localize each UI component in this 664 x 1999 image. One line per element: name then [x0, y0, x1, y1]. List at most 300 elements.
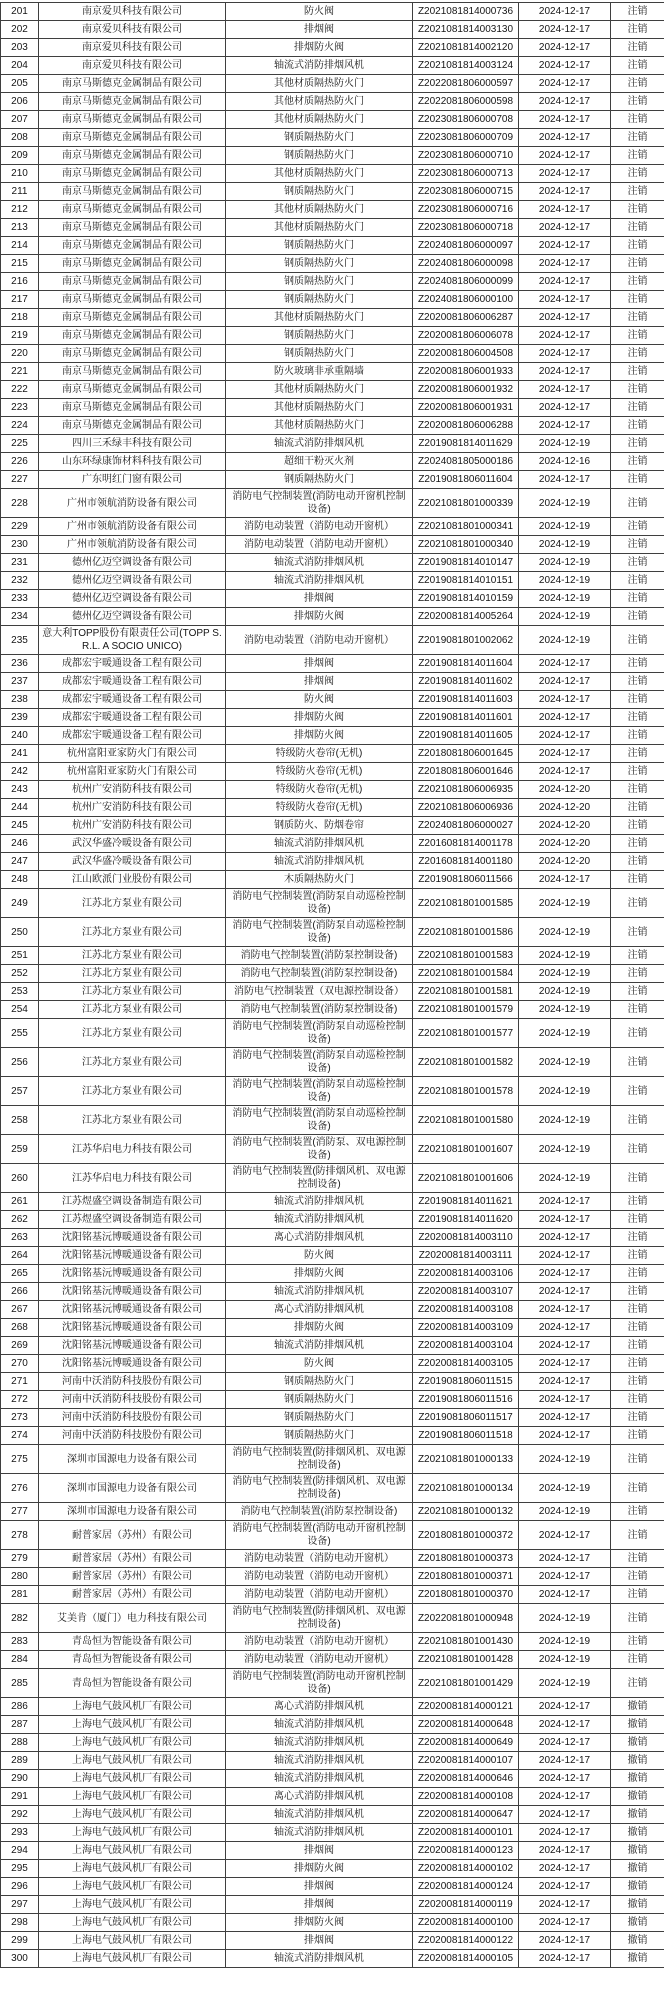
row-index-cell: 297 [1, 1896, 39, 1914]
company-name-cell: 江苏北方泵业有限公司 [39, 965, 226, 983]
status-cell: 注销 [611, 1604, 664, 1633]
certificate-number-cell: Z2021081801001577 [413, 1019, 519, 1048]
product-name-cell: 钢质隔热防火门 [226, 1409, 413, 1427]
status-cell: 注销 [611, 1337, 664, 1355]
date-cell: 2024-12-17 [519, 1211, 611, 1229]
row-index-cell: 206 [1, 93, 39, 111]
certificate-number-cell: Z2020081814003104 [413, 1337, 519, 1355]
certificate-number-cell: Z2021081801000133 [413, 1445, 519, 1474]
table-row [1, 1914, 664, 1932]
table-row [1, 1391, 664, 1409]
product-name-cell: 轴流式消防排烟风机 [226, 1752, 413, 1770]
certificate-number-cell: Z2020081814000119 [413, 1896, 519, 1914]
certificate-number-cell: Z2020081814000100 [413, 1914, 519, 1932]
date-cell: 2024-12-16 [519, 453, 611, 471]
row-index-cell: 269 [1, 1337, 39, 1355]
product-name-cell: 钢质隔热防火门 [226, 129, 413, 147]
row-index-cell: 295 [1, 1860, 39, 1878]
row-index-cell: 204 [1, 57, 39, 75]
product-name-cell: 排烟阀 [226, 21, 413, 39]
status-cell: 注销 [611, 709, 664, 727]
row-index-cell: 223 [1, 399, 39, 417]
product-name-cell: 轴流式消防排烟风机 [226, 435, 413, 453]
status-cell: 注销 [611, 219, 664, 237]
certificate-number-cell: Z2019081806011604 [413, 471, 519, 489]
company-name-cell: 广东明红门窗有限公司 [39, 471, 226, 489]
certificate-number-cell: Z2020081806001933 [413, 363, 519, 381]
row-index-cell: 237 [1, 673, 39, 691]
row-index-cell: 214 [1, 237, 39, 255]
product-name-cell: 防火阀 [226, 691, 413, 709]
company-name-cell: 江苏煜盛空调设备制造有限公司 [39, 1211, 226, 1229]
company-name-cell: 南京马斯德克金属制品有限公司 [39, 129, 226, 147]
company-name-cell: 四川三禾绿丰科技有限公司 [39, 435, 226, 453]
company-name-cell: 上海电气鼓风机厂有限公司 [39, 1896, 226, 1914]
certificate-number-cell: Z2024081806000027 [413, 817, 519, 835]
row-index-cell: 208 [1, 129, 39, 147]
table-row [1, 1521, 664, 1550]
date-cell: 2024-12-19 [519, 1001, 611, 1019]
row-index-cell: 221 [1, 363, 39, 381]
product-name-cell: 消防电气控制装置(消防泵控制设备) [226, 965, 413, 983]
date-cell: 2024-12-17 [519, 219, 611, 237]
date-cell: 2024-12-17 [519, 183, 611, 201]
date-cell: 2024-12-17 [519, 1860, 611, 1878]
company-name-cell: 南京马斯德克金属制品有限公司 [39, 417, 226, 435]
row-index-cell: 255 [1, 1019, 39, 1048]
company-name-cell: 南京马斯德克金属制品有限公司 [39, 291, 226, 309]
certificate-number-cell: Z2018081801000372 [413, 1521, 519, 1550]
status-cell: 注销 [611, 327, 664, 345]
status-cell: 注销 [611, 1521, 664, 1550]
row-index-cell: 294 [1, 1842, 39, 1860]
status-cell: 注销 [611, 21, 664, 39]
company-name-cell: 南京马斯德克金属制品有限公司 [39, 93, 226, 111]
row-index-cell: 285 [1, 1669, 39, 1698]
row-index-cell: 219 [1, 327, 39, 345]
status-cell: 注销 [611, 129, 664, 147]
date-cell: 2024-12-17 [519, 237, 611, 255]
status-cell: 注销 [611, 1427, 664, 1445]
table-row [1, 1106, 664, 1135]
date-cell: 2024-12-19 [519, 983, 611, 1001]
row-index-cell: 215 [1, 255, 39, 273]
table-row [1, 554, 664, 572]
certificate-number-cell: Z2024081806000100 [413, 291, 519, 309]
table-row [1, 1896, 664, 1914]
date-cell: 2024-12-17 [519, 1409, 611, 1427]
product-name-cell: 其他材质隔热防火门 [226, 381, 413, 399]
certificate-number-cell: Z2021081814000736 [413, 3, 519, 21]
row-index-cell: 291 [1, 1788, 39, 1806]
date-cell: 2024-12-17 [519, 673, 611, 691]
row-index-cell: 259 [1, 1135, 39, 1164]
certificate-number-cell: Z2020081806001931 [413, 399, 519, 417]
date-cell: 2024-12-17 [519, 1427, 611, 1445]
date-cell: 2024-12-19 [519, 554, 611, 572]
product-name-cell: 防火阀 [226, 1355, 413, 1373]
status-cell: 注销 [611, 1001, 664, 1019]
status-cell: 注销 [611, 1211, 664, 1229]
product-name-cell: 排烟防火阀 [226, 1860, 413, 1878]
date-cell: 2024-12-17 [519, 327, 611, 345]
company-name-cell: 沈阳铭基沅博暖通设备有限公司 [39, 1283, 226, 1301]
status-cell: 注销 [611, 309, 664, 327]
certificate-number-cell: Z2018081806001646 [413, 763, 519, 781]
certificate-number-cell: Z2021081801000339 [413, 489, 519, 518]
certificate-number-cell: Z2019081814010159 [413, 590, 519, 608]
product-name-cell: 消防电气控制装置(消防泵自动巡检控制设备) [226, 918, 413, 947]
status-cell: 注销 [611, 1077, 664, 1106]
product-name-cell: 超细干粉灭火剂 [226, 453, 413, 471]
table-row [1, 75, 664, 93]
certificate-number-cell: Z2020081814003109 [413, 1319, 519, 1337]
row-index-cell: 247 [1, 853, 39, 871]
date-cell: 2024-12-20 [519, 799, 611, 817]
company-name-cell: 成都宏宇暖通设备工程有限公司 [39, 691, 226, 709]
row-index-cell: 245 [1, 817, 39, 835]
company-name-cell: 河南中沃消防科技股份有限公司 [39, 1409, 226, 1427]
certificate-number-cell: Z2021081801001428 [413, 1651, 519, 1669]
table-row [1, 817, 664, 835]
product-name-cell: 排烟防火阀 [226, 39, 413, 57]
certificate-number-cell: Z2020081814003110 [413, 1229, 519, 1247]
product-name-cell: 钢质隔热防火门 [226, 1427, 413, 1445]
company-name-cell: 沈阳铭基沅博暖通设备有限公司 [39, 1355, 226, 1373]
product-name-cell: 排烟阀 [226, 1842, 413, 1860]
certificate-number-cell: Z2020081806006078 [413, 327, 519, 345]
table-row [1, 1824, 664, 1842]
date-cell: 2024-12-19 [519, 489, 611, 518]
row-index-cell: 268 [1, 1319, 39, 1337]
row-index-cell: 205 [1, 75, 39, 93]
company-name-cell: 南京马斯德克金属制品有限公司 [39, 183, 226, 201]
company-name-cell: 江苏北方泵业有限公司 [39, 1077, 226, 1106]
row-index-cell: 257 [1, 1077, 39, 1106]
date-cell: 2024-12-20 [519, 853, 611, 871]
row-index-cell: 286 [1, 1698, 39, 1716]
row-index-cell: 216 [1, 273, 39, 291]
date-cell: 2024-12-17 [519, 1229, 611, 1247]
product-name-cell: 排烟阀 [226, 1896, 413, 1914]
table-row [1, 1698, 664, 1716]
status-cell: 注销 [611, 1409, 664, 1427]
row-index-cell: 299 [1, 1932, 39, 1950]
table-row [1, 1265, 664, 1283]
status-cell: 注销 [611, 147, 664, 165]
row-index-cell: 288 [1, 1734, 39, 1752]
product-name-cell: 消防电气控制装置（双电源控制设备） [226, 983, 413, 1001]
certificate-number-cell: Z2021081801001584 [413, 965, 519, 983]
table-row [1, 947, 664, 965]
table-row [1, 255, 664, 273]
status-cell: 注销 [611, 965, 664, 983]
certificate-number-cell: Z2023081806000710 [413, 147, 519, 165]
company-name-cell: 南京马斯德克金属制品有限公司 [39, 345, 226, 363]
table-row [1, 129, 664, 147]
status-cell: 注销 [611, 1503, 664, 1521]
certificate-number-cell: Z2019081814010151 [413, 572, 519, 590]
product-name-cell: 离心式消防排烟风机 [226, 1788, 413, 1806]
company-name-cell: 沈阳铭基沅博暖通设备有限公司 [39, 1247, 226, 1265]
company-name-cell: 上海电气鼓风机厂有限公司 [39, 1950, 226, 1968]
product-name-cell: 消防电动装置（消防电动开窗机） [226, 1586, 413, 1604]
date-cell: 2024-12-17 [519, 1337, 611, 1355]
company-name-cell: 南京马斯德克金属制品有限公司 [39, 309, 226, 327]
status-cell: 注销 [611, 453, 664, 471]
date-cell: 2024-12-17 [519, 1391, 611, 1409]
table-row [1, 1077, 664, 1106]
status-cell: 注销 [611, 871, 664, 889]
status-cell: 注销 [611, 1633, 664, 1651]
table-row [1, 1950, 664, 1968]
certificate-number-cell: Z2019081814011629 [413, 435, 519, 453]
row-index-cell: 248 [1, 871, 39, 889]
certificate-number-cell: Z2020081814003111 [413, 1247, 519, 1265]
product-name-cell: 排烟防火阀 [226, 1914, 413, 1932]
company-name-cell: 上海电气鼓风机厂有限公司 [39, 1716, 226, 1734]
table-row [1, 673, 664, 691]
certificate-number-cell: Z2021081814003130 [413, 21, 519, 39]
product-name-cell: 轴流式消防排烟风机 [226, 1193, 413, 1211]
product-name-cell: 特级防火卷帘(无机) [226, 763, 413, 781]
company-name-cell: 德州亿迈空调设备有限公司 [39, 572, 226, 590]
product-name-cell: 轴流式消防排烟风机 [226, 1806, 413, 1824]
row-index-cell: 275 [1, 1445, 39, 1474]
product-name-cell: 轴流式消防排烟风机 [226, 835, 413, 853]
certificate-number-cell: Z2019081806011566 [413, 871, 519, 889]
certificate-number-cell: Z2021081801001583 [413, 947, 519, 965]
table-row [1, 1669, 664, 1698]
table-row [1, 1550, 664, 1568]
table-row [1, 1164, 664, 1193]
certificate-number-cell: Z2024081805000186 [413, 453, 519, 471]
table-row [1, 655, 664, 673]
date-cell: 2024-12-17 [519, 399, 611, 417]
status-cell: 注销 [611, 75, 664, 93]
table-row [1, 1842, 664, 1860]
row-index-cell: 270 [1, 1355, 39, 1373]
certificate-number-cell: Z2021081814002120 [413, 39, 519, 57]
product-name-cell: 钢质隔热防火门 [226, 1391, 413, 1409]
date-cell: 2024-12-20 [519, 817, 611, 835]
row-index-cell: 250 [1, 918, 39, 947]
product-name-cell: 钢质隔热防火门 [226, 183, 413, 201]
date-cell: 2024-12-17 [519, 1521, 611, 1550]
table-row [1, 871, 664, 889]
product-name-cell: 消防电动装置（消防电动开窗机） [226, 1568, 413, 1586]
product-name-cell: 消防电气控制装置(防排烟风机、双电源控制设备) [226, 1164, 413, 1193]
date-cell: 2024-12-17 [519, 709, 611, 727]
product-name-cell: 钢质隔热防火门 [226, 291, 413, 309]
table-row [1, 93, 664, 111]
date-cell: 2024-12-19 [519, 1135, 611, 1164]
certificate-number-cell: Z2019081814011620 [413, 1211, 519, 1229]
status-cell: 注销 [611, 399, 664, 417]
certificate-number-cell: Z2021081801000340 [413, 536, 519, 554]
date-cell: 2024-12-17 [519, 273, 611, 291]
company-name-cell: 青岛恒为智能设备有限公司 [39, 1633, 226, 1651]
row-index-cell: 265 [1, 1265, 39, 1283]
table-row [1, 781, 664, 799]
status-cell: 注销 [611, 381, 664, 399]
certificate-number-cell: Z2023081806000709 [413, 129, 519, 147]
company-name-cell: 上海电气鼓风机厂有限公司 [39, 1698, 226, 1716]
table-row [1, 1373, 664, 1391]
date-cell: 2024-12-17 [519, 111, 611, 129]
status-cell: 撤销 [611, 1824, 664, 1842]
company-name-cell: 上海电气鼓风机厂有限公司 [39, 1752, 226, 1770]
certificate-number-cell: Z2018081801000373 [413, 1550, 519, 1568]
product-name-cell: 木质隔热防火门 [226, 871, 413, 889]
certificate-number-cell: Z2020081814000102 [413, 1860, 519, 1878]
table-row [1, 1193, 664, 1211]
status-cell: 注销 [611, 57, 664, 75]
product-name-cell: 消防电动装置（消防电动开窗机） [226, 1550, 413, 1568]
product-name-cell: 消防电气控制装置(消防电动开窗机控制设备) [226, 1669, 413, 1698]
table-row [1, 111, 664, 129]
table-row [1, 273, 664, 291]
row-index-cell: 283 [1, 1633, 39, 1651]
status-cell: 注销 [611, 201, 664, 219]
date-cell: 2024-12-19 [519, 1651, 611, 1669]
certificate-number-cell: Z2020081814000121 [413, 1698, 519, 1716]
table-row [1, 291, 664, 309]
company-name-cell: 南京爱贝科技有限公司 [39, 39, 226, 57]
certificate-number-cell: Z2021081801000341 [413, 518, 519, 536]
date-cell: 2024-12-19 [519, 1106, 611, 1135]
row-index-cell: 207 [1, 111, 39, 129]
product-name-cell: 轴流式消防排烟风机 [226, 1211, 413, 1229]
product-name-cell: 排烟阀 [226, 590, 413, 608]
company-name-cell: 上海电气鼓风机厂有限公司 [39, 1860, 226, 1878]
company-name-cell: 耐普家居（苏州）有限公司 [39, 1550, 226, 1568]
certificate-number-cell: Z2021081801001579 [413, 1001, 519, 1019]
status-cell: 注销 [611, 1586, 664, 1604]
company-name-cell: 耐普家居（苏州）有限公司 [39, 1568, 226, 1586]
row-index-cell: 244 [1, 799, 39, 817]
company-name-cell: 耐普家居（苏州）有限公司 [39, 1586, 226, 1604]
date-cell: 2024-12-17 [519, 417, 611, 435]
company-name-cell: 上海电气鼓风机厂有限公司 [39, 1806, 226, 1824]
product-name-cell: 排烟阀 [226, 1878, 413, 1896]
company-name-cell: 上海电气鼓风机厂有限公司 [39, 1788, 226, 1806]
table-row [1, 1788, 664, 1806]
company-name-cell: 深圳市国源电力设备有限公司 [39, 1503, 226, 1521]
row-index-cell: 293 [1, 1824, 39, 1842]
date-cell: 2024-12-19 [519, 1604, 611, 1633]
product-name-cell: 消防电气控制装置(消防泵控制设备) [226, 1503, 413, 1521]
product-name-cell: 轴流式消防排烟风机 [226, 1734, 413, 1752]
row-index-cell: 276 [1, 1474, 39, 1503]
status-cell: 撤销 [611, 1788, 664, 1806]
date-cell: 2024-12-17 [519, 1932, 611, 1950]
product-name-cell: 排烟阀 [226, 655, 413, 673]
row-index-cell: 279 [1, 1550, 39, 1568]
status-cell: 注销 [611, 291, 664, 309]
row-index-cell: 263 [1, 1229, 39, 1247]
certificate-number-cell: Z2020081814003105 [413, 1355, 519, 1373]
table-row [1, 691, 664, 709]
company-name-cell: 武汉华盛冷暖设备有限公司 [39, 835, 226, 853]
status-cell: 注销 [611, 889, 664, 918]
certificate-number-cell: Z2020081814000648 [413, 1716, 519, 1734]
date-cell: 2024-12-19 [519, 947, 611, 965]
row-index-cell: 271 [1, 1373, 39, 1391]
product-name-cell: 钢质隔热防火门 [226, 327, 413, 345]
status-cell: 注销 [611, 489, 664, 518]
date-cell: 2024-12-17 [519, 763, 611, 781]
certificate-number-cell: Z2020081814000123 [413, 1842, 519, 1860]
date-cell: 2024-12-19 [519, 608, 611, 626]
product-name-cell: 钢质隔热防火门 [226, 147, 413, 165]
product-name-cell: 轴流式消防排烟风机 [226, 57, 413, 75]
status-cell: 注销 [611, 1164, 664, 1193]
table-row [1, 983, 664, 1001]
row-index-cell: 224 [1, 417, 39, 435]
product-name-cell: 消防电气控制装置(消防泵控制设备) [226, 947, 413, 965]
row-index-cell: 262 [1, 1211, 39, 1229]
table-row [1, 1716, 664, 1734]
company-name-cell: 青岛恒为智能设备有限公司 [39, 1651, 226, 1669]
status-cell: 注销 [611, 1550, 664, 1568]
certificate-number-cell: Z2019081806011516 [413, 1391, 519, 1409]
company-name-cell: 德州亿迈空调设备有限公司 [39, 590, 226, 608]
table-row [1, 799, 664, 817]
date-cell: 2024-12-17 [519, 165, 611, 183]
company-name-cell: 青岛恒为智能设备有限公司 [39, 1669, 226, 1698]
status-cell: 注销 [611, 273, 664, 291]
date-cell: 2024-12-19 [519, 1474, 611, 1503]
table-row [1, 399, 664, 417]
table-row [1, 1503, 664, 1521]
certificate-number-cell: Z2020081814000108 [413, 1788, 519, 1806]
status-cell: 注销 [611, 1474, 664, 1503]
row-index-cell: 281 [1, 1586, 39, 1604]
row-index-cell: 278 [1, 1521, 39, 1550]
date-cell: 2024-12-17 [519, 1806, 611, 1824]
company-name-cell: 上海电气鼓风机厂有限公司 [39, 1914, 226, 1932]
date-cell: 2024-12-17 [519, 1734, 611, 1752]
status-cell: 注销 [611, 608, 664, 626]
product-name-cell: 消防电气控制装置(消防泵自动巡检控制设备) [226, 1106, 413, 1135]
certificate-table [0, 2, 664, 1968]
certificate-number-cell: Z2023081806000718 [413, 219, 519, 237]
status-cell: 注销 [611, 1106, 664, 1135]
certificate-number-cell: Z2016081814001178 [413, 835, 519, 853]
table-row [1, 237, 664, 255]
row-index-cell: 230 [1, 536, 39, 554]
company-name-cell: 上海电气鼓风机厂有限公司 [39, 1878, 226, 1896]
product-name-cell: 钢质隔热防火门 [226, 237, 413, 255]
table-row [1, 1135, 664, 1164]
date-cell: 2024-12-17 [519, 363, 611, 381]
date-cell: 2024-12-19 [519, 1633, 611, 1651]
status-cell: 注销 [611, 165, 664, 183]
table-row [1, 1019, 664, 1048]
row-index-cell: 213 [1, 219, 39, 237]
date-cell: 2024-12-17 [519, 21, 611, 39]
product-name-cell: 钢质隔热防火门 [226, 345, 413, 363]
product-name-cell: 防火阀 [226, 1247, 413, 1265]
table-row [1, 1752, 664, 1770]
status-cell: 注销 [611, 947, 664, 965]
table-row [1, 1604, 664, 1633]
table-row [1, 1651, 664, 1669]
certificate-number-cell: Z2024081806000098 [413, 255, 519, 273]
status-cell: 注销 [611, 417, 664, 435]
product-name-cell: 轴流式消防排烟风机 [226, 554, 413, 572]
